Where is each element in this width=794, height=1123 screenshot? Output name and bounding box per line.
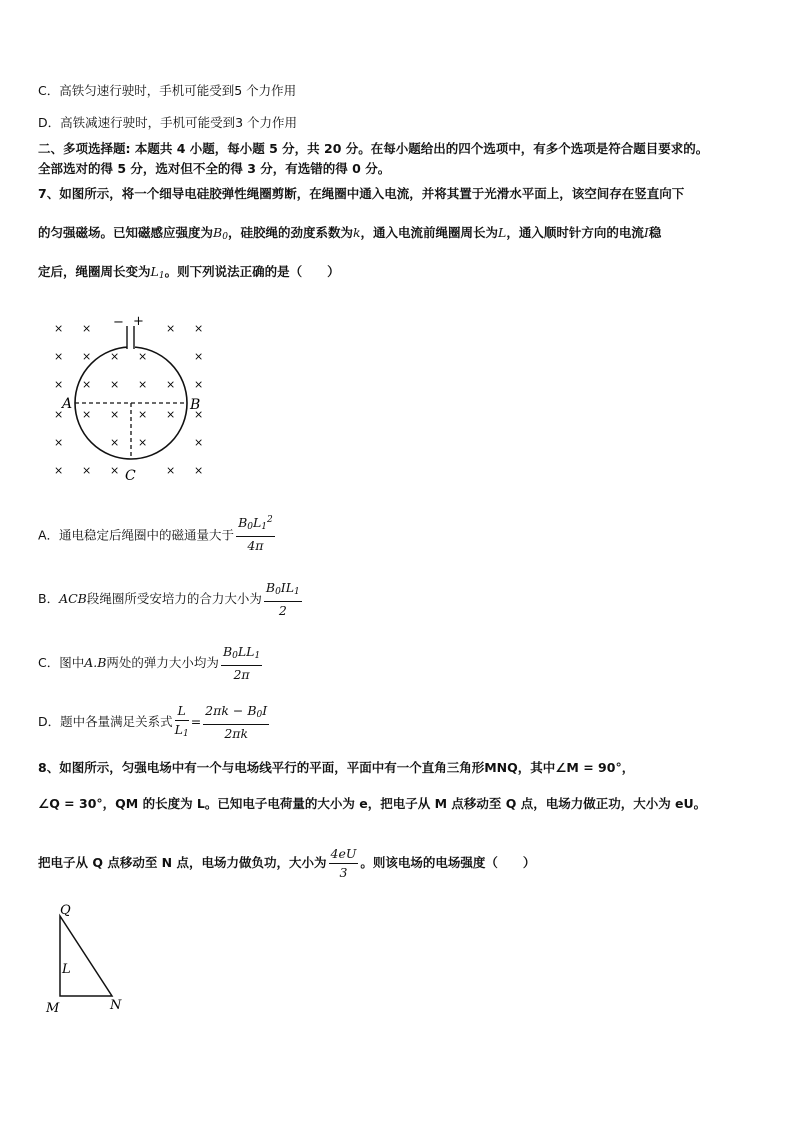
field-cross: × [138, 436, 148, 449]
q7-stem-line3: 定后，绳圈周长变为$L_1$。则下列说法正确的是（ ） [38, 264, 340, 281]
field-cross: × [82, 350, 92, 363]
q7-stem-line2: 的匀强磁场。已知磁感应强度为$B_0$，硅胶绳的劲度系数为k，通入电流前绳圈周长为L，通入顺时针方向的电流I稳 [38, 225, 662, 242]
field-cross: × [166, 464, 176, 477]
q7-option-c: C．图中A.B两处的弹力大小均为 $\frac{B_0LL_1}{2\pi}$ [38, 644, 261, 682]
minus-terminal: − [113, 315, 124, 330]
field-cross: × [194, 408, 204, 421]
section2-heading-line1: 二、多项选择题: 本题共 4 小题，每小题 5 分，共 20 分。在每小题给出的四个选项中，有多个选项是符合题目要求的。 [38, 141, 709, 156]
field-cross: × [110, 350, 120, 363]
q8-figure-right-triangle [40, 900, 140, 1020]
q7-option-b: B．ACB段绳圈所受安培力的合力大小为 $\frac{B_0IL_1}{2}$ [38, 580, 300, 618]
label-n: N [110, 998, 122, 1013]
section2-heading-line2: 全部选对的得 5 分，选对但不全的得 3 分，有选错的得 0 分。 [38, 161, 391, 176]
field-cross: × [194, 464, 204, 477]
q8-stem-line1: 8、如图所示，匀强电场中有一个与电场线平行的平面，平面中有一个直角三角形MNQ，其中∠M = 90°， [38, 760, 635, 775]
q7-stem-line1: 7、如图所示，将一个细导电硅胶弹性绳圈剪断，在绳圈中通入电流，并将其置于光滑水平面上，该空间存在竖直向下 [38, 186, 685, 201]
field-cross: × [54, 350, 64, 363]
label-a: A [62, 396, 73, 412]
field-cross: × [166, 378, 176, 391]
field-cross: × [110, 436, 120, 449]
field-cross: × [82, 408, 92, 421]
field-cross: × [82, 378, 92, 391]
q7-option-d: D．题中各量满足关系式 $\frac{L}{L_1}$ = $\frac{2\pi k - B_0I}{2\pi k}$ [38, 703, 268, 741]
q8-stem-line2: ∠Q = 30°，QM 的长度为 L。已知电子电荷量的大小为 e，把电子从 M 点移动至 Q 点，电场力做正功，大小为 eU。 [38, 796, 707, 811]
q7-option-a: A．通电稳定后绳圈中的磁通量大于 $\frac{B_0L_1^2}{4\pi}$ [38, 518, 277, 554]
field-cross: × [54, 464, 64, 477]
label-c: C [125, 468, 136, 484]
field-cross: × [54, 378, 64, 391]
triangle-mnq [60, 916, 112, 996]
q7-figure-magnetic-field-loop [45, 308, 220, 488]
field-cross: × [110, 408, 120, 421]
field-cross: × [82, 464, 92, 477]
field-cross: × [54, 408, 64, 421]
field-cross: × [138, 408, 148, 421]
field-cross: × [54, 436, 64, 449]
q8-stem-line3: 把电子从 Q 点移动至 N 点，电场力做负功，大小为 $\frac{4eU}{3}$ 。则该电场的电场强度（ ） [38, 846, 536, 880]
label-l: L [62, 962, 71, 977]
field-cross: × [138, 350, 148, 363]
label-q: Q [60, 903, 71, 918]
field-cross: × [138, 378, 148, 391]
field-cross: × [54, 322, 64, 335]
label-m: M [46, 1001, 60, 1016]
field-cross: × [194, 350, 204, 363]
field-cross: × [194, 322, 204, 335]
field-cross: × [110, 464, 120, 477]
label-b: B [190, 397, 201, 413]
plus-terminal: + [133, 314, 144, 329]
field-cross: × [194, 436, 204, 449]
field-cross: × [166, 322, 176, 335]
field-cross: × [166, 408, 176, 421]
field-cross: × [82, 322, 92, 335]
option-c-previous: C．高铁匀速行驶时，手机可能受到5 个力作用 [38, 83, 297, 98]
option-d-previous: D．高铁减速行驶时，手机可能受到3 个力作用 [38, 115, 298, 130]
field-cross: × [194, 378, 204, 391]
field-cross: × [110, 378, 120, 391]
